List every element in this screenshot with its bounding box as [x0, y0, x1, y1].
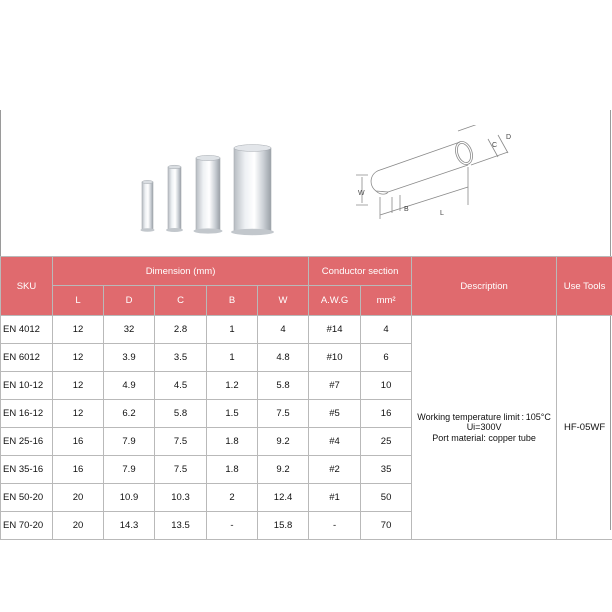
- cell-b: -: [207, 512, 258, 540]
- cell-mm2: 6: [361, 344, 412, 372]
- cell-w: 7.5: [258, 400, 309, 428]
- cell-d: 14.3: [104, 512, 155, 540]
- cell-awg: #10: [309, 344, 361, 372]
- cell-c: 7.5: [155, 456, 207, 484]
- cell-w: 4: [258, 316, 309, 344]
- ferrule-medium: [166, 165, 183, 232]
- cell-mm2: 50: [361, 484, 412, 512]
- cell-d: 6.2: [104, 400, 155, 428]
- subheader-w: W: [258, 286, 309, 316]
- cell-l: 16: [53, 428, 104, 456]
- cell-awg: #14: [309, 316, 361, 344]
- cell-sku: EN 50-20: [1, 484, 53, 512]
- spec-table: [0, 256, 612, 540]
- diagram-label-d: D: [506, 134, 512, 141]
- diagram-label-c: C: [492, 142, 498, 149]
- cell-c: 2.8: [155, 316, 207, 344]
- table-row: [1, 316, 612, 344]
- header-conductor-section: Conductor section: [309, 257, 412, 286]
- cell-d: 7.9: [104, 456, 155, 484]
- cell-l: 12: [53, 344, 104, 372]
- cell-c: 10.3: [155, 484, 207, 512]
- cell-l: 20: [53, 484, 104, 512]
- cell-b: 1.2: [207, 372, 258, 400]
- description-cell: [412, 316, 557, 540]
- subheader-c: C: [155, 286, 207, 316]
- subheader-l: L: [53, 286, 104, 316]
- cell-b: 1.8: [207, 456, 258, 484]
- cell-l: 20: [53, 512, 104, 540]
- cell-d: 10.9: [104, 484, 155, 512]
- cell-sku: EN 70-20: [1, 512, 53, 540]
- header-dimension: Dimension (mm): [53, 257, 309, 286]
- subheader-d: D: [104, 286, 155, 316]
- cell-w: 4.8: [258, 344, 309, 372]
- subheader-awg: A.W.G: [309, 286, 361, 316]
- cell-sku: EN 16-12: [1, 400, 53, 428]
- cell-awg: #4: [309, 428, 361, 456]
- cell-mm2: 4: [361, 316, 412, 344]
- cell-b: 1: [207, 344, 258, 372]
- cell-c: 5.8: [155, 400, 207, 428]
- cell-sku: EN 6012: [1, 344, 53, 372]
- cell-w: 9.2: [258, 456, 309, 484]
- diagram-label-w: W: [358, 190, 365, 197]
- cell-awg: -: [309, 512, 361, 540]
- description-line: Ui=300V: [466, 422, 502, 433]
- cell-b: 1.8: [207, 428, 258, 456]
- cell-l: 16: [53, 456, 104, 484]
- cell-b: 1: [207, 316, 258, 344]
- cell-w: 12.4: [258, 484, 309, 512]
- cell-mm2: 35: [361, 456, 412, 484]
- use-tool-cell: HF-05WF: [557, 316, 612, 540]
- cell-b: 2: [207, 484, 258, 512]
- cell-c: 7.5: [155, 428, 207, 456]
- ferrule-large: [194, 155, 223, 233]
- cell-d: 4.9: [104, 372, 155, 400]
- cell-l: 12: [53, 372, 104, 400]
- cell-mm2: 70: [361, 512, 412, 540]
- cell-sku: EN 10-12: [1, 372, 53, 400]
- cell-sku: EN 35-16: [1, 456, 53, 484]
- cell-c: 3.5: [155, 344, 207, 372]
- header-row: [1, 257, 612, 286]
- cell-sku: EN 4012: [1, 316, 53, 344]
- cell-b: 1.5: [207, 400, 258, 428]
- cell-sku: EN 25-16: [1, 428, 53, 456]
- ferrule-xlarge: [231, 145, 274, 236]
- cell-w: 15.8: [258, 512, 309, 540]
- cell-mm2: 16: [361, 400, 412, 428]
- cell-d: 32: [104, 316, 155, 344]
- cell-awg: #1: [309, 484, 361, 512]
- cell-w: 9.2: [258, 428, 309, 456]
- cell-w: 5.8: [258, 372, 309, 400]
- ferrule-photo: [128, 140, 288, 240]
- header-sku: SKU: [1, 257, 53, 316]
- cell-mm2: 25: [361, 428, 412, 456]
- ferrule-small: [141, 180, 155, 231]
- cell-d: 3.9: [104, 344, 155, 372]
- diagram-label-b: B: [404, 206, 409, 213]
- description-line: Port material: copper tube: [432, 432, 536, 443]
- ferrule-dimension-diagram: [340, 125, 525, 235]
- cell-l: 12: [53, 316, 104, 344]
- subheader-mm2: mm²: [361, 286, 412, 316]
- cell-awg: #2: [309, 456, 361, 484]
- header-use-tools: Use Tools: [557, 257, 612, 316]
- cell-awg: #5: [309, 400, 361, 428]
- cell-awg: #7: [309, 372, 361, 400]
- header-description: Description: [412, 257, 557, 316]
- cell-d: 7.9: [104, 428, 155, 456]
- subheader-b: B: [207, 286, 258, 316]
- description-line: Working temperature limit : 105°C: [417, 411, 551, 422]
- cell-l: 12: [53, 400, 104, 428]
- cell-c: 4.5: [155, 372, 207, 400]
- cell-c: 13.5: [155, 512, 207, 540]
- cell-mm2: 10: [361, 372, 412, 400]
- diagram-label-l: L: [440, 210, 444, 217]
